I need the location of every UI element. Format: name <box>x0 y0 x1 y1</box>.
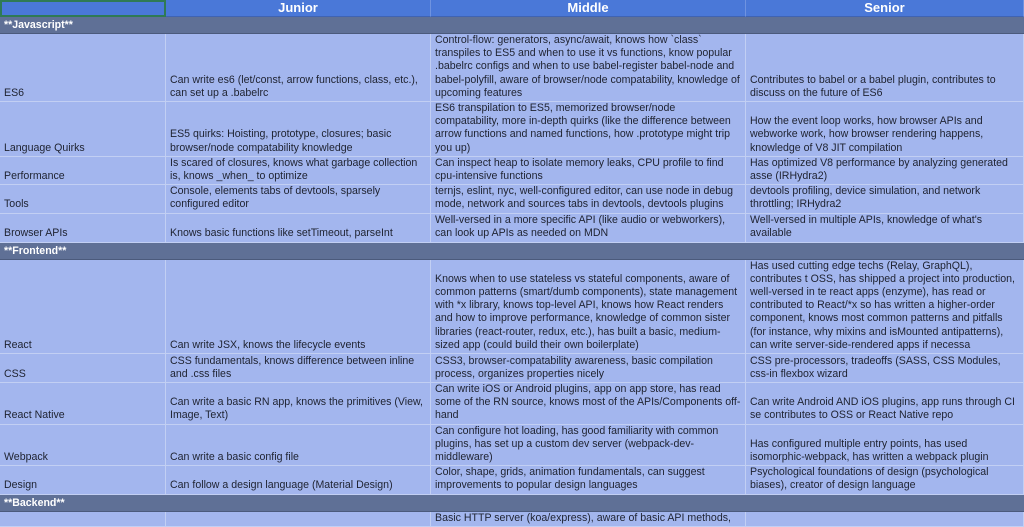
cell-text: ES5 quirks: Hoisting, prototype, closures; basic browser/node compatability knowledge <box>170 128 392 154</box>
cell-text: Well-versed in multiple APIs, knowledge of what's available <box>750 214 983 240</box>
topic-cell[interactable] <box>0 260 166 354</box>
cell-text: ternjs, eslint, nyc, well-configured editor, can use node in debug mode, network and sources tabs in devtools, devtools plugins <box>435 185 733 211</box>
table-row <box>0 354 1024 383</box>
table-row <box>0 102 1024 157</box>
cell-text: devtools profiling, device simulation, and network throttling; IRHydra2 <box>750 185 981 211</box>
cell-text: Design <box>4 479 37 492</box>
section-header[interactable] <box>0 495 1024 512</box>
cell-text: Has optimized V8 performance by analyzing generated asse (IRHydra2) <box>750 156 1008 183</box>
cell-text: Can write a basic RN app, knows the primitives (View, Image, Text) <box>170 396 423 422</box>
cell-text: React Native <box>4 409 65 422</box>
table-row <box>0 157 1024 185</box>
topic-cell[interactable] <box>0 466 166 494</box>
middle-cell[interactable] <box>431 425 746 467</box>
section-header[interactable] <box>0 17 1024 34</box>
junior-cell[interactable] <box>166 260 431 354</box>
senior-cell[interactable] <box>746 185 1024 213</box>
table-row <box>0 466 1024 494</box>
section-title: **Javascript** <box>4 19 73 31</box>
table-row <box>0 214 1024 243</box>
senior-cell[interactable] <box>746 383 1024 425</box>
senior-cell[interactable] <box>746 260 1024 354</box>
junior-cell[interactable] <box>166 512 431 527</box>
cell-text: Language Quirks <box>4 141 85 154</box>
header-cell-middle[interactable]: Middle <box>431 0 746 17</box>
junior-cell[interactable] <box>166 185 431 213</box>
topic-cell[interactable] <box>0 157 166 185</box>
cell-text: Browser APIs <box>4 227 68 240</box>
table-row <box>0 425 1024 467</box>
cell-text: ES6 <box>4 86 25 99</box>
cell-text: Can write es6 (let/const, arrow functions, class, etc.), can set up a .babelrc <box>170 73 418 99</box>
cell-text: Is scared of closures, knows what garbage collection is, knows _when_ to optimize <box>170 156 418 183</box>
sheet-body <box>0 17 1024 527</box>
header-row <box>0 0 1024 17</box>
middle-cell[interactable] <box>431 185 746 213</box>
cell-text: Can write a basic config file <box>170 451 299 464</box>
middle-cell[interactable] <box>431 354 746 383</box>
cell-text: Can write iOS or Android plugins, app on app store, has read some of the RN source, knows most of the APIs/Components off-hand <box>435 383 741 422</box>
topic-cell[interactable] <box>0 354 166 383</box>
table-row <box>0 383 1024 425</box>
junior-cell[interactable] <box>166 354 431 383</box>
senior-cell[interactable] <box>746 102 1024 157</box>
topic-cell[interactable] <box>0 512 166 527</box>
topic-cell[interactable] <box>0 383 166 425</box>
header-cell-junior[interactable]: Junior <box>166 0 431 17</box>
middle-cell[interactable] <box>431 260 746 354</box>
topic-cell[interactable] <box>0 185 166 213</box>
topic-cell[interactable] <box>0 102 166 157</box>
cell-text: Webpack <box>4 451 48 464</box>
middle-cell[interactable] <box>431 214 746 243</box>
cell-text: Performance <box>4 170 65 183</box>
table-row <box>0 260 1024 354</box>
topic-cell[interactable] <box>0 214 166 243</box>
section-header[interactable] <box>0 243 1024 260</box>
junior-cell[interactable] <box>166 34 431 102</box>
cell-text: Can inspect heap to isolate memory leaks, CPU profile to find cpu-intensive functions <box>435 156 724 183</box>
senior-cell[interactable] <box>746 214 1024 243</box>
topic-cell[interactable] <box>0 425 166 467</box>
cell-text: React <box>4 338 32 351</box>
junior-cell[interactable] <box>166 214 431 243</box>
cell-text: Tools <box>4 198 29 211</box>
section-title: **Frontend** <box>4 244 67 257</box>
cell-text: Well-versed in a more specific API (like audio or webworkers), can look up APIs as needed on MDN <box>435 214 726 240</box>
cell-text: Psychological foundations of design (psychological biases), creator of design language <box>750 466 989 492</box>
cell-text: Can write Android AND iOS plugins, app runs through CI se contributes to OSS or React Native repo <box>750 396 1015 422</box>
topic-cell[interactable] <box>0 34 166 102</box>
cell-text: Has used cutting edge techs (Relay, GraphQL), contributes t OSS, has shipped a project into production, well-versed in te react apps (enzyme), has read or contributed to React/*x so has written a higher-order component, knows most common patterns and pitfalls (for instance, why mixins and isMounted antipatterns), can write server-side-rendered apps if necessa <box>750 259 1015 351</box>
middle-cell[interactable] <box>431 157 746 185</box>
senior-cell[interactable] <box>746 512 1024 527</box>
cell-text: Has configured multiple entry points, has used isomorphic-webpack, has written a webpack plugin <box>750 437 989 464</box>
junior-cell[interactable] <box>166 425 431 467</box>
cell-text: Control-flow: generators, async/await, knows how `class` transpiles to ES5 and when to use it vs functions, know popular .babelrc configs and when to use babel-register babel-node and babel-polyfill, aware of browser/node compatability, knowledge of upcoming features <box>435 34 740 99</box>
middle-cell[interactable] <box>431 34 746 102</box>
cell-text: Can write JSX, knows the lifecycle events <box>170 338 366 351</box>
junior-cell[interactable] <box>166 466 431 494</box>
cell-text: Can configure hot loading, has good familiarity with common plugins, has set up a custom dev server (webpack-dev-middleware) <box>435 424 719 464</box>
senior-cell[interactable] <box>746 157 1024 185</box>
cell-text: Knows when to use stateless vs stateful components, aware of common patterns (smart/dumb components), state management with *x library, knows top-level API, knows how React renders and how to improve performance, knowledge of common sister libraries (react-router, redux, etc.), has built a basic, medium-sized app (could build their own boilerplate) <box>435 272 738 351</box>
middle-cell[interactable] <box>431 512 746 527</box>
cell-text: CSS pre-processors, tradeoffs (SASS, CSS Modules, css-in flexbox wizard <box>750 354 1001 380</box>
table-row <box>0 512 1024 527</box>
table-row <box>0 185 1024 213</box>
cell-text: Can follow a design language (Material Design) <box>170 479 393 492</box>
cell-text: Color, shape, grids, animation fundamentals, can suggest improvements to popular design languages <box>435 466 705 492</box>
cell-text: Basic HTTP server (koa/express), aware of basic API methods, <box>435 511 731 524</box>
cell-text: Knows basic functions like setTimeout, parseInt <box>170 227 393 240</box>
cell-text: CSS fundamentals, knows difference between inline and .css files <box>170 354 415 380</box>
junior-cell[interactable] <box>166 383 431 425</box>
table-row <box>0 34 1024 102</box>
senior-cell[interactable] <box>746 425 1024 467</box>
senior-cell[interactable] <box>746 466 1024 494</box>
middle-cell[interactable] <box>431 466 746 494</box>
middle-cell[interactable] <box>431 102 746 157</box>
cell-text: CSS3, browser-compatability awareness, basic compilation process, organizes properties nicely <box>435 354 713 380</box>
middle-cell[interactable] <box>431 383 746 425</box>
section-title: **Backend** <box>4 496 65 509</box>
senior-cell[interactable] <box>746 34 1024 102</box>
cell-text: CSS <box>4 367 26 380</box>
header-cell-senior[interactable]: Senior <box>746 0 1024 17</box>
senior-cell[interactable] <box>746 354 1024 383</box>
cell-text: Contributes to babel or a babel plugin, contributes to discuss on the future of ES6 <box>750 73 996 99</box>
cell-text: ES6 transpilation to ES5, memorized browser/node compatability, more in-depth quirks (like the difference between arrow functions and named functions, how .prototype might trip you up) <box>435 102 731 154</box>
cell-text: Console, elements tabs of devtools, sparsely configured editor <box>170 185 381 211</box>
junior-cell[interactable] <box>166 157 431 185</box>
cell-text: How the event loop works, how browser APIs and webworke work, how browser rendering happens, knowledge of V8 JIT compilation <box>750 115 984 154</box>
junior-cell[interactable] <box>166 102 431 157</box>
header-cell-blank[interactable] <box>0 0 166 17</box>
